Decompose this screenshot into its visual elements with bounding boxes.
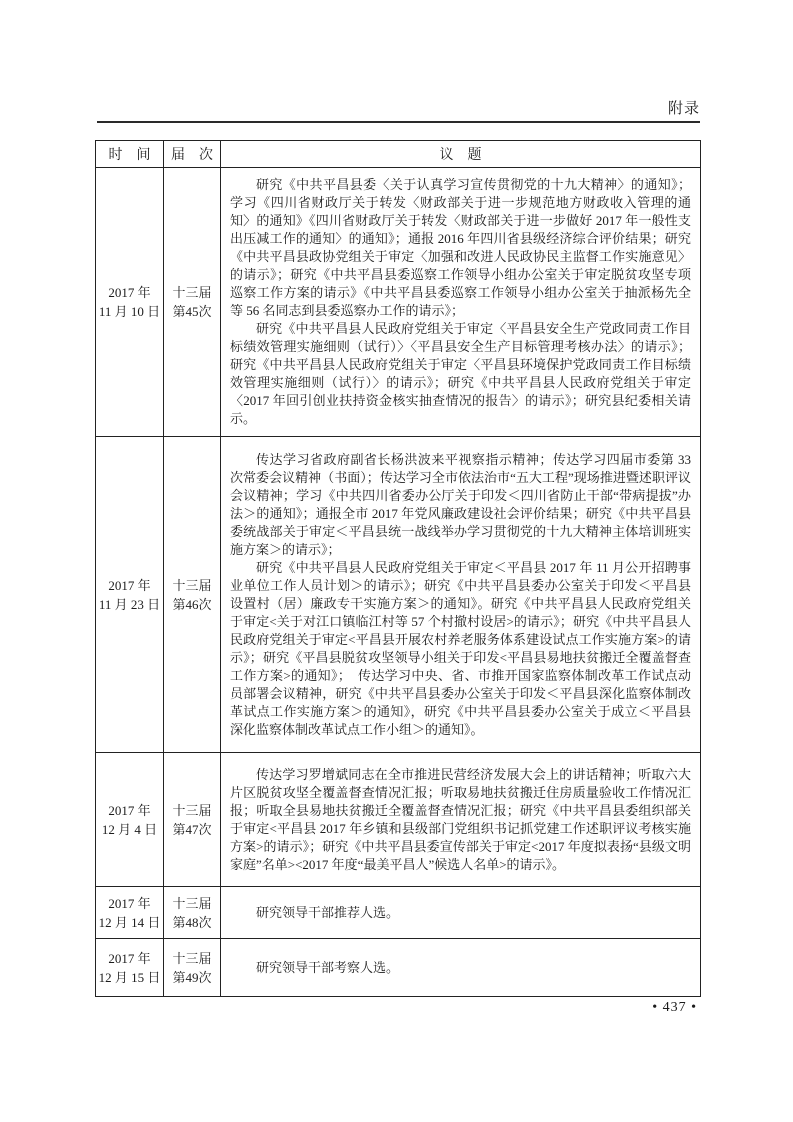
- date-year: 2017 年: [108, 285, 151, 300]
- session-number: 第47次: [172, 821, 212, 837]
- header-rule: [97, 121, 700, 123]
- date-day: 11 月 10 日: [98, 304, 161, 319]
- date-day: 11 月 23 日: [98, 596, 161, 612]
- date-day: 12 月 15 日: [98, 969, 161, 985]
- topic-cell: [221, 939, 701, 997]
- topic-paragraph: 传达学习省政府副省长杨洪波来平视察指示精神；传达学习四届市委第 33 次常委会议精神（书面）；传达学习全市依法治市“五大工程”现场推进暨述职评议会议精神；学习《中共四川省委办公厅关于印发＜四川省防止干部“带病提拔”办法＞的通知》；通报全市 2017 年党风廉政建设社会评价结果；研究《中共平昌县委统战部关于审定＜平昌县统一战线举办学习贯彻党的十九大精神主体培训班实施方案＞的请示》；: [230, 451, 691, 557]
- table-header-row: [96, 141, 701, 168]
- session-term: 十三届: [172, 577, 212, 593]
- session-number: 第48次: [172, 914, 212, 930]
- session-cell: [164, 887, 221, 939]
- session-number: 第46次: [172, 596, 212, 612]
- date-year: 2017 年: [108, 577, 151, 593]
- table-row: [96, 939, 701, 997]
- topic-paragraph: 传达学习罗增斌同志在全市推进民营经济发展大会上的讲话精神；听取六大片区脱贫攻坚全覆盖督查情况汇报；听取易地扶贫搬迁住房质量验收工作情况汇报；听取全县易地扶贫搬迁全覆盖督查情况汇报；研究《中共平昌县委组织部关于审定<平昌县 2017 年乡镇和县级部门党组织书记抓党建工作述职评议考核实施方案>的请示》；研究《中共平昌县委宣传部关于审定<2017 年度拟表扬“县级文明家庭”名单><2017 年度“最美平昌人”候选人名单>的请示》。: [230, 766, 691, 872]
- session-number: 第49次: [172, 969, 212, 985]
- topic-paragraph: 研究领导干部考察人选。: [256, 959, 400, 975]
- topic-cell: [221, 437, 701, 753]
- date-cell: [96, 437, 164, 753]
- session-cell: [164, 939, 221, 997]
- page-header-label: 附录: [667, 101, 700, 117]
- table-row: [96, 168, 701, 437]
- date-day: 12 月 14 日: [98, 914, 161, 930]
- column-header-session: 届 次: [164, 141, 221, 168]
- topic-cell: [221, 887, 701, 939]
- session-term: 十三届: [172, 895, 212, 911]
- session-cell: [164, 168, 221, 437]
- session-number: 第45次: [172, 304, 212, 319]
- table-row: [96, 753, 701, 887]
- date-cell: [96, 753, 164, 887]
- topic-cell: [221, 753, 701, 887]
- page-number: • 437 •: [652, 1000, 697, 1015]
- session-term: 十三届: [172, 802, 212, 818]
- date-cell: [96, 168, 164, 437]
- date-year: 2017 年: [108, 950, 151, 966]
- date-cell: [96, 939, 164, 997]
- topic-cell: [221, 168, 701, 437]
- meeting-table: [95, 140, 701, 997]
- session-term: 十三届: [172, 285, 212, 300]
- column-header-time: 时 间: [96, 141, 164, 168]
- column-header-topic: 议 题: [221, 141, 701, 168]
- table-row: [96, 437, 701, 753]
- date-cell: [96, 887, 164, 939]
- date-year: 2017 年: [108, 895, 151, 911]
- topic-paragraph: 研究领导干部推荐人选。: [256, 904, 400, 920]
- session-cell: [164, 753, 221, 887]
- date-day: 12 月 4 日: [101, 821, 158, 837]
- table-row: [96, 887, 701, 939]
- topic-paragraph: 研究《中共平昌县人民政府党组关于审定＜平昌县 2017 年 11 月公开招聘事业单位工作人员计划＞的请示》；研究《中共平昌县委办公室关于印发＜平昌县设置村（居）廉政专干实施方案＞的通知》。研究《中共平昌县人民政府党组关于审定<关于对江口镇临江村等 57 个村撤村设居>的请示》；研究《中共平昌县人民政府党组关于审定<平昌县开展农村养老服务体系建设试点工作实施方案>的请示》；研究《平昌县脱贫攻坚领导小组关于印发<平昌县易地扶贫搬迁全覆盖督查工作方案>的通知》； 传达学习中央、省、市推开国家监察体制改革工作试点动员部署会议精神，研究《中共平昌县委办公室关于印发＜平昌县深化监察体制改革试点工作实施方案＞的通知》，研究《中共平昌县委办公室关于成立＜平昌县深化监察体制改革试点工作小组＞的通知》。: [230, 559, 691, 737]
- date-year: 2017 年: [108, 802, 151, 818]
- topic-paragraph: 研究《中共平昌县委〈关于认真学习宣传贯彻党的十九大精神〉的通知》；学习《四川省财政厅关于转发〈财政部关于进一步规范地方财政收入管理的通知〉的通知》《四川省财政厅关于转发〈财政部关于进一步做好 2017 年一般性支出压减工作的通知〉的通知》；通报 2016 年四川省县级经济综合评价结果；研究《中共平昌县政协党组关于审定〈加强和改进人民政协民主监督工作实施意见〉的请示》；研究《中共平昌县委巡察工作领导小组办公室关于审定脱贫攻坚专项巡察工作方案的请示》《中共平昌县委巡察工作领导小组办公室关于抽派杨先全等 56 名同志到县委巡察办工作的请示》；: [230, 177, 691, 318]
- session-cell: [164, 437, 221, 753]
- topic-paragraph: 研究《中共平昌县人民政府党组关于审定〈平昌县安全生产党政同责工作目标绩效管理实施细则（试行）〉〈平昌县安全生产目标管理考核办法〉的请示》；研究《中共平昌县人民政府党组关于审定〈平昌县环境保护党政同责工作目标绩效管理实施细则（试行）〉的请示》；研究《中共平昌县人民政府党组关于审定〈2017 年回引创业扶持资金核实抽查情况的报告〉的请示》；研究县纪委相关请示。: [230, 321, 691, 426]
- session-term: 十三届: [172, 950, 212, 966]
